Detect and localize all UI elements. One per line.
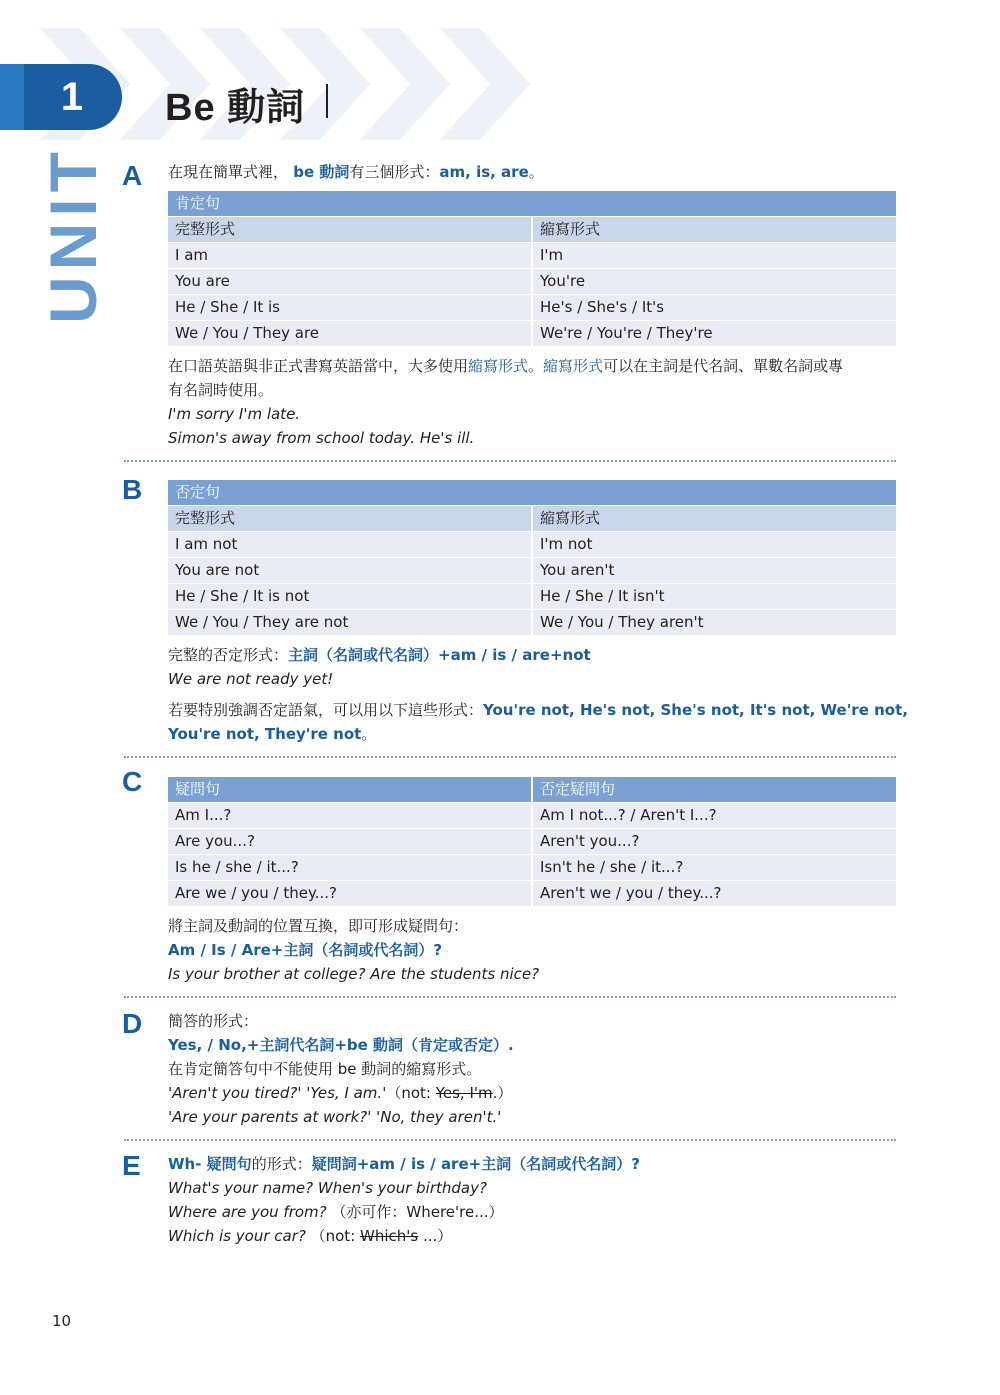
table-cell: Am I not...? / Aren't I...? [533,803,896,828]
table-row [168,855,896,881]
table-row [168,881,896,907]
example-sentence: Simon's away from school today. He's ill. [168,429,475,447]
section-d-rule: Yes, / No,+主詞代名詞+be 動詞（肯定或否定）. [168,1036,514,1054]
section-a-intro: 在現在簡單式裡， be 動詞有三個形式：am, is, are。 [168,163,544,181]
section-c-letter: C [122,766,143,797]
section-b-letter: B [122,474,143,505]
column-header: 疑問句 [168,777,531,802]
example-sentence: 'Aren't you tired?' 'Yes, I am.'（not: Yes, I'm.） [168,1084,513,1102]
section-divider [124,756,896,758]
table-cell: He / She / It is not [168,584,531,609]
section-b-rule: 完整的否定形式：主詞（名詞或代名詞）+am / is / are+not [168,646,591,664]
section-divider [124,996,896,998]
table-cell: Isn't he / she / it...? [533,855,896,880]
section-c-note: 將主詞及動詞的位置互換，即可形成疑問句： [168,917,469,935]
table-cell: We / You / They are [168,321,531,346]
table-cell: We / You / They are not [168,610,531,635]
table-cell: Aren't we / you / they...? [533,881,896,906]
table-cell: You are [168,269,531,294]
table-cell: Are we / you / they...? [168,881,531,906]
table-row [168,269,896,295]
table-row [168,829,896,855]
section-e-letter: E [122,1150,141,1181]
example-sentence: What's your name? When's your birthday? [168,1179,487,1197]
table-cell: I am not [168,532,531,557]
table-row [168,532,896,558]
table-cell: You are not [168,558,531,583]
column-header: 縮寫形式 [533,506,896,531]
section-e-rule: Wh- 疑問句的形式：疑問詞+am / is / are+主詞（名詞或代名詞）? [168,1155,640,1173]
column-header: 否定疑問句 [533,777,896,802]
page-number: 10 [52,1312,72,1330]
negative-table [168,480,896,636]
table-cell: I'm [533,243,896,268]
table-cell: Are you...? [168,829,531,854]
table-cell: You're [533,269,896,294]
section-d-heading: 簡答的形式： [168,1012,259,1030]
section-divider [124,460,896,462]
unit-vertical-label [36,146,110,324]
example-sentence: Where are you from? （亦可作：Where're...） [168,1203,504,1221]
title-divider [326,84,328,118]
table-cell: He / She / It is [168,295,531,320]
table-title: 否定句 [168,480,896,505]
section-c-rule: Am / Is / Are+主詞（名詞或代名詞）? [168,941,443,959]
table-row [168,295,896,321]
table-row [168,558,896,584]
unit-label-text: UNIT [36,146,110,324]
example-sentence: I'm sorry I'm late. [168,405,301,423]
example-sentence: 'Are your parents at work?' 'No, they aren't.' [168,1108,502,1126]
column-header: 完整形式 [168,506,531,531]
column-header: 縮寫形式 [533,217,896,242]
section-a-note-line1: 在口語英語與非正式書寫英語當中，大多使用縮寫形式。縮寫形式可以在主詞是代名詞、單數名詞或專 [168,357,844,375]
section-a-letter: A [122,160,143,191]
table-cell: I am [168,243,531,268]
section-d-note: 在肯定簡答句中不能使用 be 動詞的縮寫形式。 [168,1060,482,1078]
section-divider [124,1139,896,1141]
question-table [168,777,896,907]
chapter-title: Be 動詞 [165,87,306,129]
table-title: 肯定句 [168,191,896,216]
example-sentence: We are not ready yet! [168,670,334,688]
unit-number-tab [0,64,122,130]
unit-number: 1 [60,75,84,119]
table-cell: Is he / she / it...? [168,855,531,880]
section-b-emphasis-line1: 若要特別強調否定語氣，可以用以下這些形式：You're not, He's not, She's not, It's not, We're not, [168,701,908,719]
table-cell: We're / You're / They're [533,321,896,346]
table-row [168,610,896,636]
table-cell: I'm not [533,532,896,557]
table-cell: He / She / It isn't [533,584,896,609]
table-row [168,584,896,610]
table-cell: He's / She's / It's [533,295,896,320]
column-header: 完整形式 [168,217,531,242]
affirmative-table [168,191,896,347]
example-sentence: Is your brother at college? Are the students nice? [168,965,540,983]
table-row [168,803,896,829]
table-cell: Aren't you...? [533,829,896,854]
section-d-letter: D [122,1008,143,1039]
section-a-note-line2: 有名詞時使用。 [168,381,274,399]
table-row [168,243,896,269]
table-row [168,321,896,347]
example-sentence: Which is your car? （not: Which's ...） [168,1227,453,1245]
table-cell: Am I...? [168,803,531,828]
table-cell: We / You / They aren't [533,610,896,635]
section-b-emphasis-line2: You're not, They're not。 [168,725,377,743]
table-cell: You aren't [533,558,896,583]
